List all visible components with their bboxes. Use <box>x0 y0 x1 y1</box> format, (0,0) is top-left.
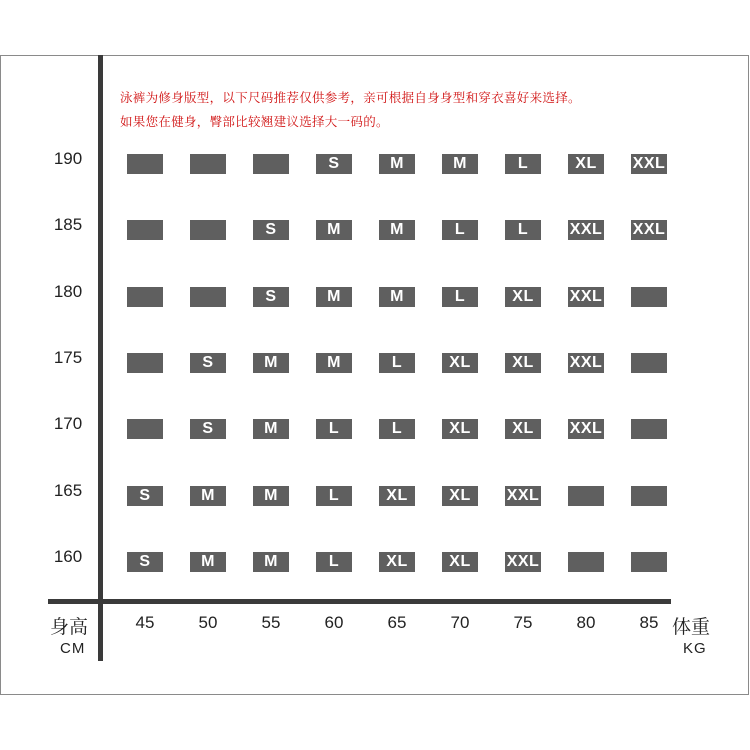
size-cell-empty <box>190 220 226 240</box>
size-cell: XL <box>379 486 415 506</box>
fit-note-line-1: 泳裤为修身版型，以下尺码推荐仅供参考，亲可根据自身身型和穿衣喜好来选择。 <box>120 90 581 105</box>
y-tick-label: 165 <box>53 480 83 500</box>
size-cell: M <box>316 220 352 240</box>
size-cell: XL <box>505 353 541 373</box>
size-cell: S <box>127 486 163 506</box>
y-tick-label: 175 <box>53 347 83 367</box>
y-tick-label: 185 <box>53 215 83 235</box>
size-cell: XL <box>379 552 415 572</box>
x-tick-label: 50 <box>198 613 218 632</box>
size-cell: M <box>253 552 289 572</box>
size-cell: XL <box>442 552 478 572</box>
x-axis-title: 体重 <box>672 616 711 638</box>
size-cell: M <box>253 419 289 439</box>
x-axis-unit: KG <box>683 640 707 657</box>
size-cell-empty <box>127 353 163 373</box>
x-tick-label: 80 <box>576 613 596 632</box>
size-cell: M <box>253 486 289 506</box>
size-cell: M <box>442 154 478 174</box>
size-cell: M <box>190 552 226 572</box>
size-cell: XL <box>568 154 604 174</box>
size-cell: S <box>253 287 289 307</box>
x-tick-label: 65 <box>387 613 407 632</box>
size-cell: L <box>316 552 352 572</box>
size-cell: M <box>316 287 352 307</box>
size-cell: L <box>379 419 415 439</box>
size-cell: XXL <box>632 155 666 172</box>
size-cell-empty <box>631 552 667 572</box>
size-cell: XXL <box>569 287 603 305</box>
size-cell: XL <box>505 287 541 307</box>
size-cell: XXL <box>569 353 603 371</box>
size-cell: M <box>316 353 352 373</box>
y-axis-line <box>98 55 103 661</box>
size-cell: XXL <box>506 486 540 504</box>
size-cell: S <box>190 353 226 373</box>
size-cell: XL <box>505 419 541 439</box>
size-cell: XL <box>442 353 478 373</box>
size-cell-empty <box>568 552 604 572</box>
y-tick-label: 190 <box>53 149 83 168</box>
size-cell-empty <box>631 419 667 439</box>
chart-frame-right-edge <box>748 55 749 695</box>
x-tick-label: 45 <box>135 613 155 632</box>
size-cell: L <box>379 353 415 373</box>
y-tick-label: 170 <box>53 414 83 434</box>
size-cell-empty <box>190 287 226 307</box>
size-cell: M <box>253 353 289 373</box>
x-tick-label: 75 <box>513 613 533 632</box>
fit-note-line-2: 如果您在健身，臀部比较翘建议选择大一码的。 <box>120 114 389 129</box>
size-cell: S <box>253 220 289 240</box>
size-cell-empty <box>127 220 163 240</box>
size-cell: L <box>442 220 478 240</box>
size-cell: M <box>379 154 415 174</box>
x-tick-label: 55 <box>261 613 281 632</box>
size-cell: XXL <box>569 221 603 239</box>
size-cell: L <box>505 220 541 240</box>
y-tick-label: 180 <box>53 281 83 301</box>
size-cell-empty <box>631 486 667 506</box>
size-cell: XXL <box>569 420 603 438</box>
size-cell-empty <box>631 287 667 307</box>
size-cell-empty <box>253 154 289 174</box>
size-cell-empty <box>127 419 163 439</box>
x-axis-line <box>48 599 671 604</box>
size-cell: S <box>190 419 226 439</box>
y-axis-unit: CM <box>60 640 86 657</box>
size-cell: L <box>316 486 352 506</box>
size-cell: XXL <box>506 552 540 570</box>
size-cell: L <box>316 419 352 439</box>
y-axis-title: 身高 <box>50 616 89 638</box>
size-cell: L <box>442 287 478 307</box>
y-tick-label: 160 <box>53 546 83 566</box>
size-cell-empty <box>631 353 667 373</box>
size-cell-empty <box>568 486 604 506</box>
size-cell: M <box>379 220 415 240</box>
size-cell: M <box>379 287 415 307</box>
size-cell: XL <box>442 486 478 506</box>
x-tick-label: 85 <box>639 613 659 632</box>
size-cell: S <box>316 154 352 174</box>
size-cell: M <box>190 486 226 506</box>
size-cell-empty <box>127 154 163 174</box>
x-tick-label: 70 <box>450 613 470 632</box>
size-cell-empty <box>127 287 163 307</box>
size-cell-empty <box>190 154 226 174</box>
size-cell: L <box>505 154 541 174</box>
x-tick-label: 60 <box>324 613 344 632</box>
size-cell: XXL <box>632 221 666 239</box>
size-cell: S <box>127 552 163 572</box>
size-cell: XL <box>442 419 478 439</box>
